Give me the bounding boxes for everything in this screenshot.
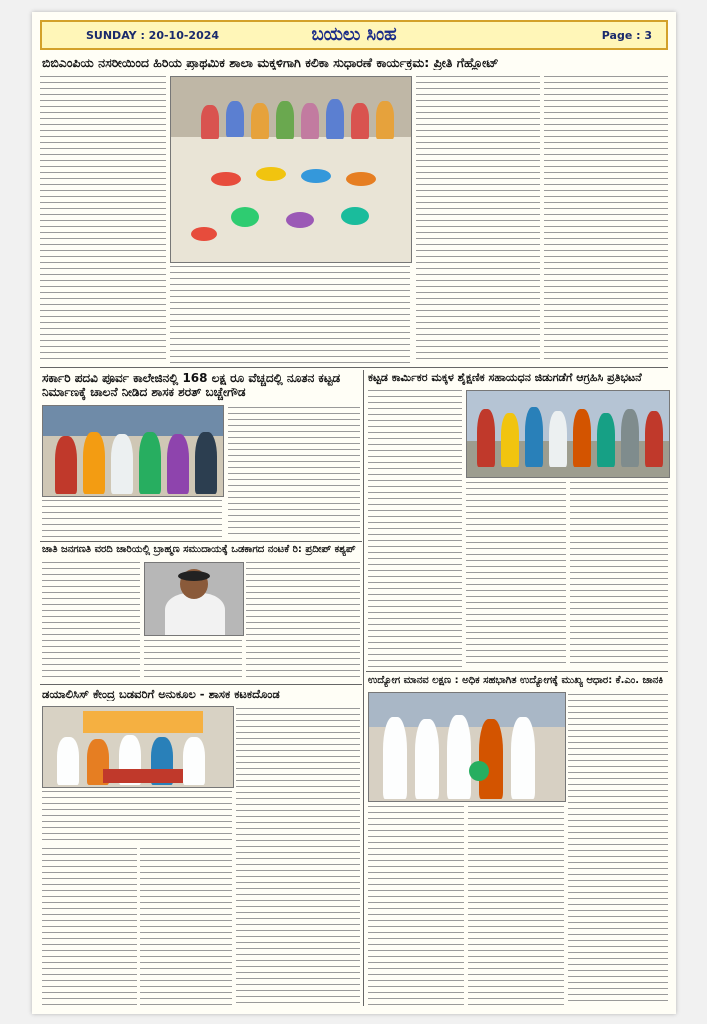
article-3-body [368, 388, 462, 668]
article-5-photo [42, 706, 234, 788]
issue-date: SUNDAY : 20-10-2024 [86, 29, 220, 42]
article-4-photo [144, 562, 244, 636]
article-4-body [42, 560, 140, 680]
article-4-body-2 [246, 560, 360, 680]
article-5-photo-caption [42, 789, 232, 843]
article-5-body [236, 706, 360, 1006]
article-3-photo [466, 390, 670, 478]
article-2-photo [42, 405, 224, 497]
article-3-body-3 [570, 480, 668, 668]
article-6-headline: ಉದ್ಯೋಗ ಮಾನವ ಲಕ್ಷಣ : ಅಧಿಕ ಸಹಭಾಗಿತ ಉದ್ಯೋಗಕ್ಕೆ ಮುಖ್ಯ ಆಧಾರ: ಕೆ.ಎಂ. ಜಾನಕಿ [368, 675, 663, 686]
article-4-headline: ಜಾತಿ ಜನಗಣತಿ ವರದಿ ಜಾರಿಯಲ್ಲಿ ಬ್ರಾಹ್ಮಣ ಸಮುದಾಯಕ್ಕೆ ಒಡಕಾಗದ ನಂಟಕೆ ರಿ: ಪ್ರದೀಪ್ ಕಶ್ಯಪ್ [42, 544, 356, 555]
article-6-photo [368, 692, 566, 802]
article-1-body-col4 [544, 74, 668, 364]
article-2-body-2 [42, 498, 222, 538]
article-2-body [228, 405, 360, 537]
article-1-body-col3 [416, 74, 540, 364]
newspaper-page [32, 12, 676, 1014]
masthead [40, 20, 668, 50]
article-3-body-2 [466, 480, 566, 668]
article-1-photo [170, 76, 412, 263]
article-3-headline: ಕಟ್ಟಡ ಕಾರ್ಮಿಕರ ಮಕ್ಕಳ ಶೈಕ್ಷಣಿಕ ಸಹಾಯಧನ ಜಿಡುಗಡೆಗೆ ಆಗ್ರಹಿಸಿ ಪ್ರತಿಭಟನೆ [368, 372, 642, 384]
article-1-headline: ಬಿಬಿಎಂಪಿಯ ನಸರೀಯಿಂದ ಹಿರಿಯ ಪ್ರಾಥಮಿಕ ಶಾಲಾ ಮಕ್ಕಳಿಗಾಗಿ ಕಲಿಕಾ ಸುಧಾರಣೆ ಕಾರ್ಯಕ್ರಮ: ಪ್ರೀತಿ ಗೆಹ್ಲೋಟ್ [42, 56, 499, 70]
article-1-body [40, 74, 166, 364]
article-6-body-3 [468, 804, 564, 1006]
article-5-headline: ಡಯಾಲಿಸಿಸ್ ಕೇಂದ್ರ ಬಡವರಿಗೆ ಅನುಕೂಲ - ಶಾಸಕ ಕಟಕದೊಂಡ [42, 688, 280, 701]
article-6-body-2 [368, 804, 464, 1006]
article-5-body-2 [42, 846, 137, 1006]
article-6-body [568, 692, 668, 1006]
article-1-photo-caption [170, 264, 410, 364]
page-number: Page : 3 [601, 29, 652, 42]
article-5-body-3 [140, 846, 232, 1006]
newspaper-name: ಬಯಲು ಸಿಂಹ [311, 24, 397, 45]
article-2-headline: ಸರ್ಕಾರಿ ಪದವಿ ಪೂರ್ವ ಕಾಲೇಜಿನಲ್ಲಿ 168 ಲಕ್ಷ ರೂ ವೆಚ್ಚದಲ್ಲಿ ನೂತನ ಕಟ್ಟಡ ನಿರ್ಮಾಣಕ್ಕೆ ಚಾಲನೆ ನೀಡಿದ ಶಾಸಕ ಶರತ್ ಬಚ್ಚೇಗೌಡ [42, 371, 341, 399]
article-4-body-3 [144, 638, 242, 680]
